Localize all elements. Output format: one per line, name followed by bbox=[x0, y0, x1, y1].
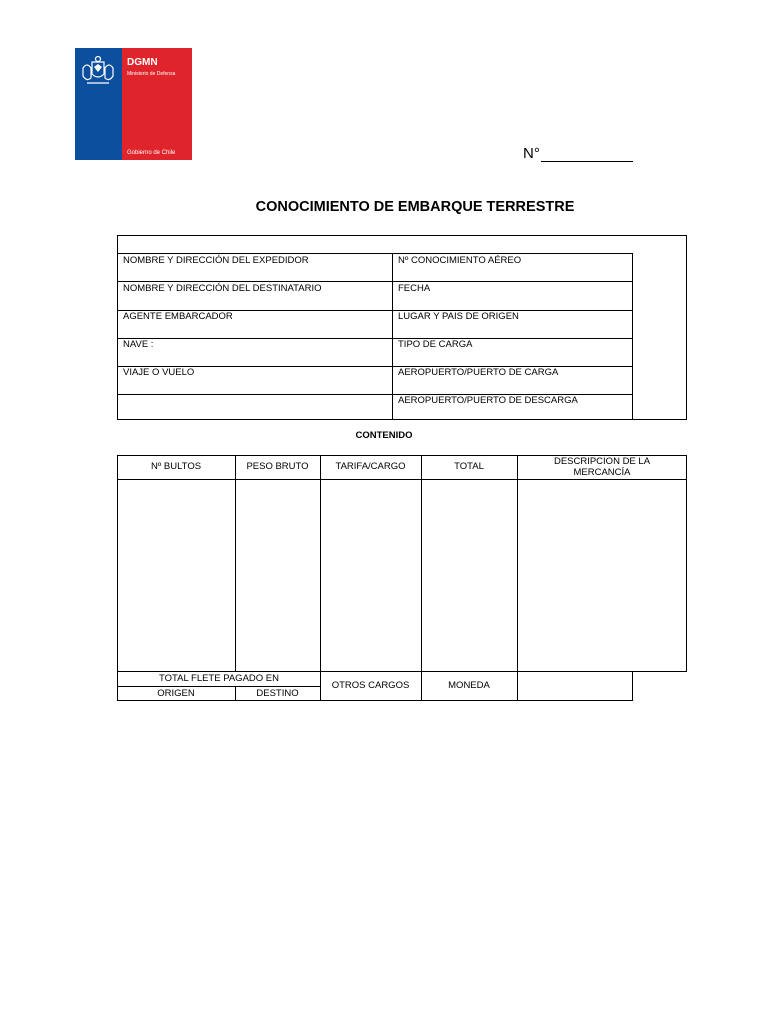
document-number-field bbox=[523, 145, 633, 162]
column-header-total: TOTAL bbox=[454, 461, 484, 472]
document-title: CONOCIMIENTO DE EMBARQUE TERRESTRE bbox=[255, 199, 575, 215]
currency-label: MONEDA bbox=[448, 680, 490, 691]
origin-place-country-label: LUGAR Y PAIS DE ORIGEN bbox=[398, 311, 519, 322]
contents-column-divider bbox=[421, 455, 422, 672]
logo-blue-panel bbox=[75, 48, 122, 160]
contents-table bbox=[117, 455, 687, 672]
voyage-flight-label: VIAJE O VUELO bbox=[123, 367, 195, 378]
logo-red-panel bbox=[122, 48, 192, 160]
date-label: FECHA bbox=[398, 283, 431, 294]
footer-subrow-divider bbox=[117, 686, 321, 687]
contents-column-divider bbox=[235, 455, 236, 672]
document-number-blank[interactable] bbox=[541, 147, 633, 162]
destination-label: DESTINO bbox=[256, 688, 299, 699]
footer-column-divider bbox=[517, 671, 518, 701]
government-logo bbox=[75, 48, 192, 160]
other-charges-label: OTROS CARGOS bbox=[331, 680, 410, 691]
header-row-divider bbox=[117, 281, 633, 282]
air-waybill-number-label: Nº CONOCIMIENTO AÉREO bbox=[398, 255, 522, 266]
contents-section-label: CONTENIDO bbox=[355, 430, 413, 441]
unloading-port-label: AEROPUERTO/PUERTO DE DESCARGA bbox=[398, 395, 578, 406]
contents-header-divider bbox=[117, 479, 687, 480]
cargo-type-label: TIPO DE CARGA bbox=[398, 339, 473, 350]
column-header-gross-weight: PESO BRUTO bbox=[246, 461, 309, 472]
total-freight-paid-label: TOTAL FLETE PAGADO EN bbox=[158, 673, 279, 684]
column-header-packages: Nº BULTOS bbox=[150, 461, 202, 472]
header-row-divider bbox=[117, 338, 633, 339]
contents-column-divider bbox=[517, 455, 518, 672]
column-header-rate-charge: TARIFA/CARGO bbox=[335, 461, 406, 472]
document-number-label: N° bbox=[523, 145, 540, 162]
agency-name: DGMN bbox=[127, 57, 158, 68]
ministry-name: Ministerio de Defensa bbox=[127, 71, 176, 77]
government-name: Gobierno de Chile bbox=[127, 150, 176, 156]
shipping-agent-label: AGENTE EMBARCADOR bbox=[123, 311, 233, 322]
vessel-label: NAVE : bbox=[123, 339, 154, 350]
sender-name-address-label: NOMBRE Y DIRECCIÓN DEL EXPEDIDOR bbox=[123, 255, 309, 266]
coat-of-arms-icon bbox=[79, 54, 117, 88]
contents-column-divider bbox=[320, 455, 321, 672]
loading-port-label: AEROPUERTO/PUERTO DE CARGA bbox=[398, 367, 559, 378]
origin-label: ORIGEN bbox=[157, 688, 195, 699]
recipient-name-address-label: NOMBRE Y DIRECCIÓN DEL DESTINATARIO bbox=[123, 283, 322, 294]
column-header-goods-description: DESCRIPCION DE LA MERCANCÍA bbox=[553, 456, 651, 478]
